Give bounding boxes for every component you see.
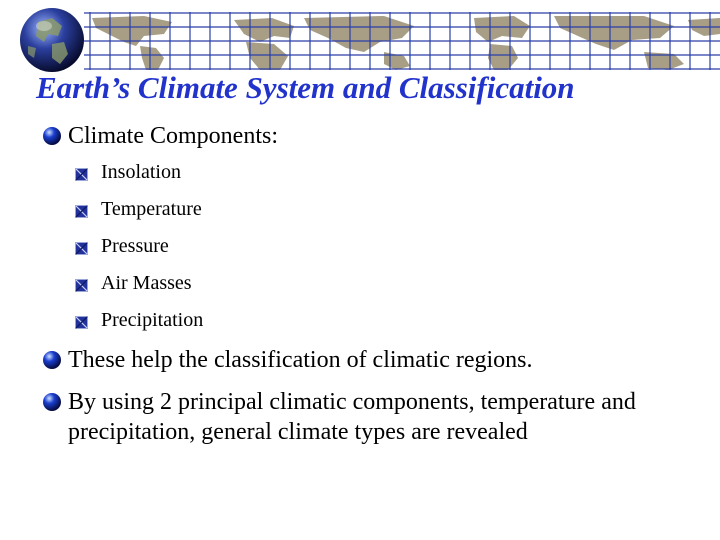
slide-content <box>42 121 702 447</box>
list-item-label: Temperature <box>101 198 202 220</box>
bullet-classification <box>42 345 702 375</box>
blue-sphere-bullet-icon <box>42 350 62 370</box>
list-item <box>75 270 702 296</box>
square-x-bullet-icon <box>75 279 88 292</box>
list-item-label: Insolation <box>101 161 181 183</box>
list-item-label: Precipitation <box>101 309 204 331</box>
bullet-text: These help the classification of climatic regions. <box>68 347 533 373</box>
slide-title: Earth’s Climate System and Classification <box>36 70 575 105</box>
globe-icon <box>18 6 86 74</box>
bullet-climate-components <box>42 121 702 151</box>
world-map-banner <box>84 12 720 70</box>
blue-sphere-bullet-icon <box>42 126 62 146</box>
square-x-bullet-icon <box>75 316 88 329</box>
list-item <box>75 196 702 222</box>
climate-components-list <box>75 159 702 333</box>
bullet-text: Climate Components: <box>68 123 278 149</box>
square-x-bullet-icon <box>75 168 88 181</box>
square-x-bullet-icon <box>75 205 88 218</box>
list-item <box>75 233 702 259</box>
bullet-text: By using 2 principal climatic components, temperature and precipitation, general climate types are revealed <box>68 389 636 445</box>
list-item-label: Air Masses <box>101 272 192 294</box>
list-item <box>75 307 702 333</box>
bullet-principal-components <box>42 387 702 447</box>
blue-sphere-bullet-icon <box>42 392 62 412</box>
list-item-label: Pressure <box>101 235 169 257</box>
square-x-bullet-icon <box>75 242 88 255</box>
world-map-graphic <box>84 12 720 70</box>
list-item <box>75 159 702 185</box>
